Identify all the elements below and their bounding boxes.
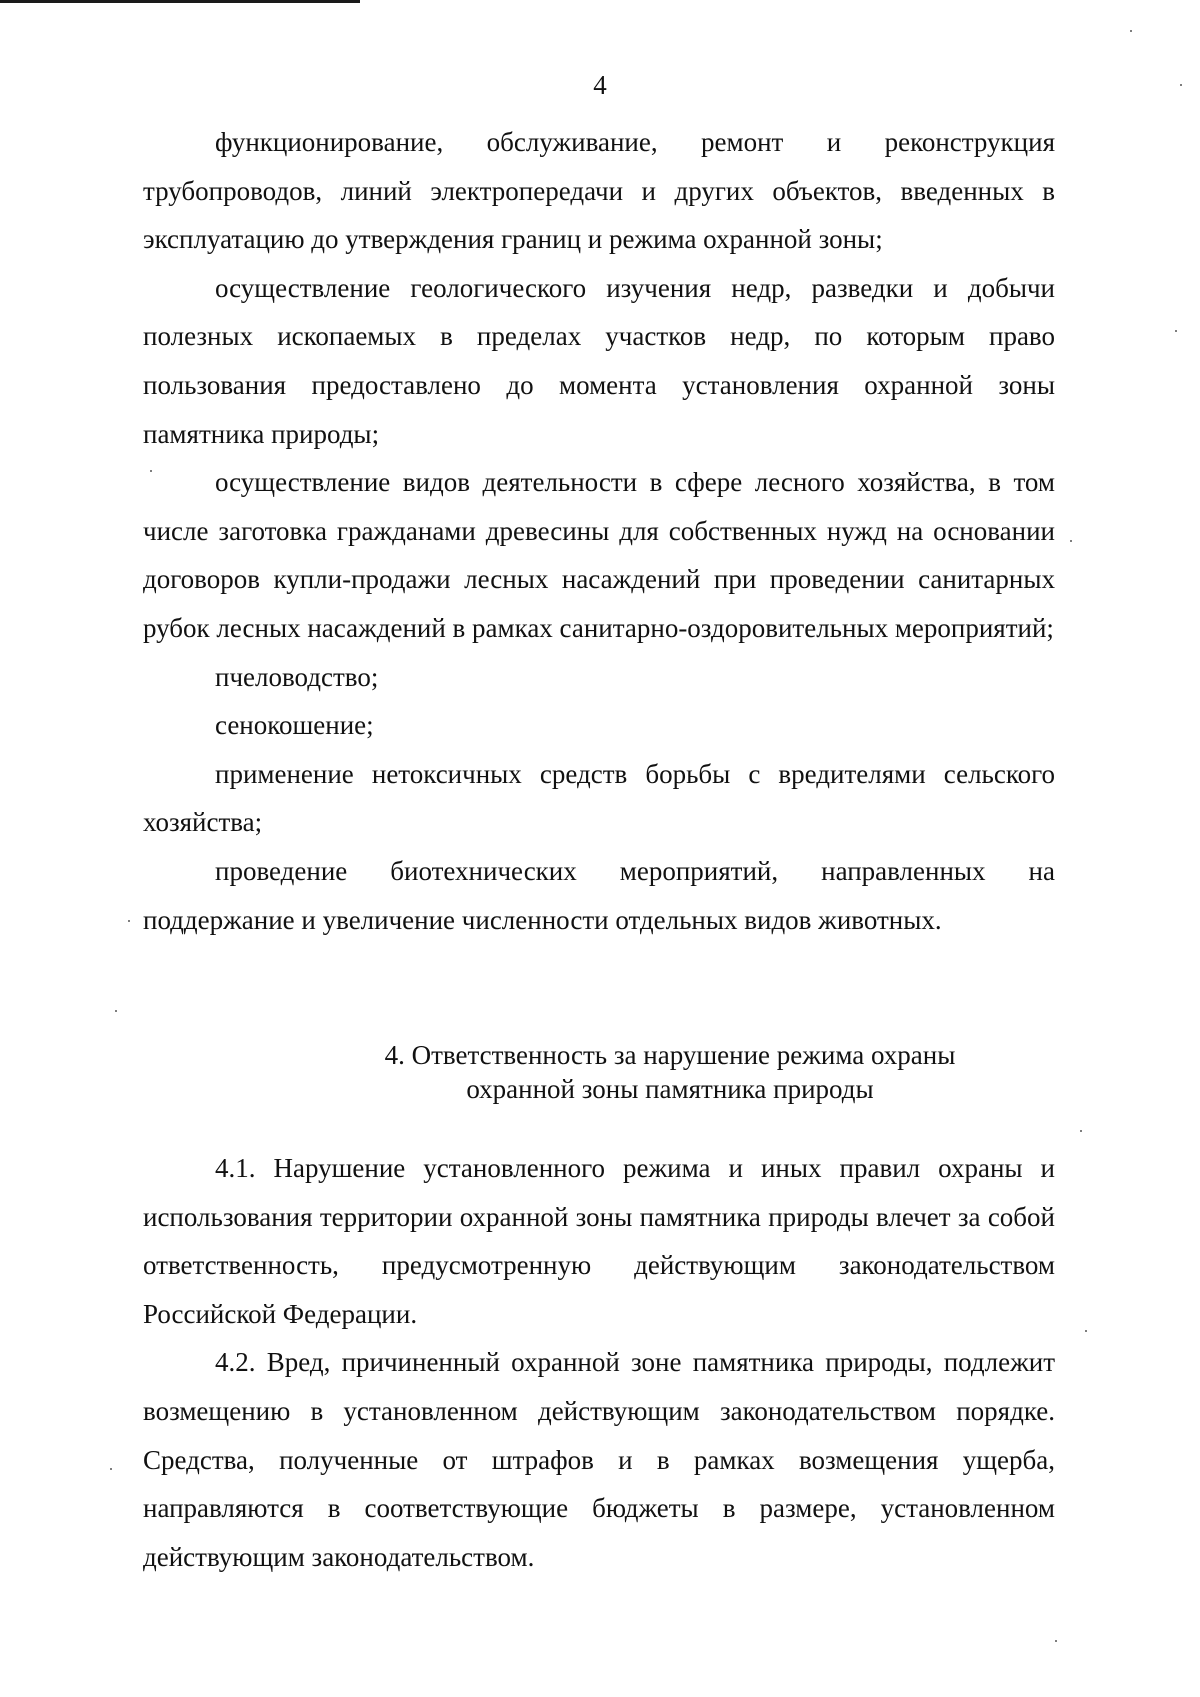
page-number: 4 [593, 70, 607, 100]
section-heading-line-1: 4. Ответственность за нарушение режима охраны [384, 1040, 956, 1070]
scan-speck [1080, 1130, 1082, 1132]
paragraph: 4.2. Вред, причиненный охранной зоне памятника природы, подлежит возмещению в установленном действующим законодательством порядке. Средства, полученные от штрафов и в рамках возмещения ущерба, направляются в соответствующие бюджеты в размере, установленном действующим законодательством. [143, 1347, 1055, 1572]
scan-speck [128, 920, 130, 922]
scan-speck [1070, 540, 1072, 542]
paragraph: проведение биотехнических мероприятий, направленных на поддержание и увеличение численности отдельных видов животных. [143, 855, 1055, 935]
paragraph: 4.1. Нарушение установленного режима и иных правил охраны и использования территории охранной зоны памятника природы влечет за собой ответственность, предусмотренную действующим законодательством Российской Федерации. [143, 1153, 1055, 1329]
paragraph: осуществление геологического изучения недр, разведки и добычи полезных ископаемых в пределах участков недр, по которым право пользования предоставлено до момента установления охранной зоны памятника природы; [143, 272, 1055, 449]
paragraph: функционирование, обслуживание, ремонт и реконструкция трубопроводов, линий электропередачи и других объектов, введенных в эксплуатацию до утверждения границ и режима охранной зоны; [143, 127, 1055, 255]
paragraph: пчеловодство; [215, 661, 379, 692]
paragraph: осуществление видов деятельности в сфере лесного хозяйства, в том числе заготовка гражданами древесины для собственных нужд на основании договоров купли-продажи лесных насаждений при проведении санитарных рубок лесных насаждений в рамках санитарно-оздоровительных мероприятий; [143, 467, 1055, 643]
scan-speck [1175, 330, 1177, 332]
section-heading-line-2: охранной зоны памятника природы [466, 1074, 874, 1104]
paragraph: сенокошение; [215, 710, 374, 741]
scan-speck [1130, 30, 1132, 32]
body-text-upper [143, 118, 1055, 944]
scan-speck [1055, 1640, 1057, 1642]
paragraph: применение нетоксичных средств борьбы с вредителями сельского хозяйства; [143, 758, 1055, 838]
scan-speck [115, 1010, 117, 1012]
scan-speck [150, 470, 152, 472]
scan-edge-line [0, 0, 360, 3]
scan-speck [1085, 1330, 1087, 1332]
scan-speck [110, 1468, 112, 1470]
section-heading [143, 1038, 1197, 1106]
scan-speck [1180, 84, 1182, 86]
body-text-lower [143, 1144, 1055, 1581]
